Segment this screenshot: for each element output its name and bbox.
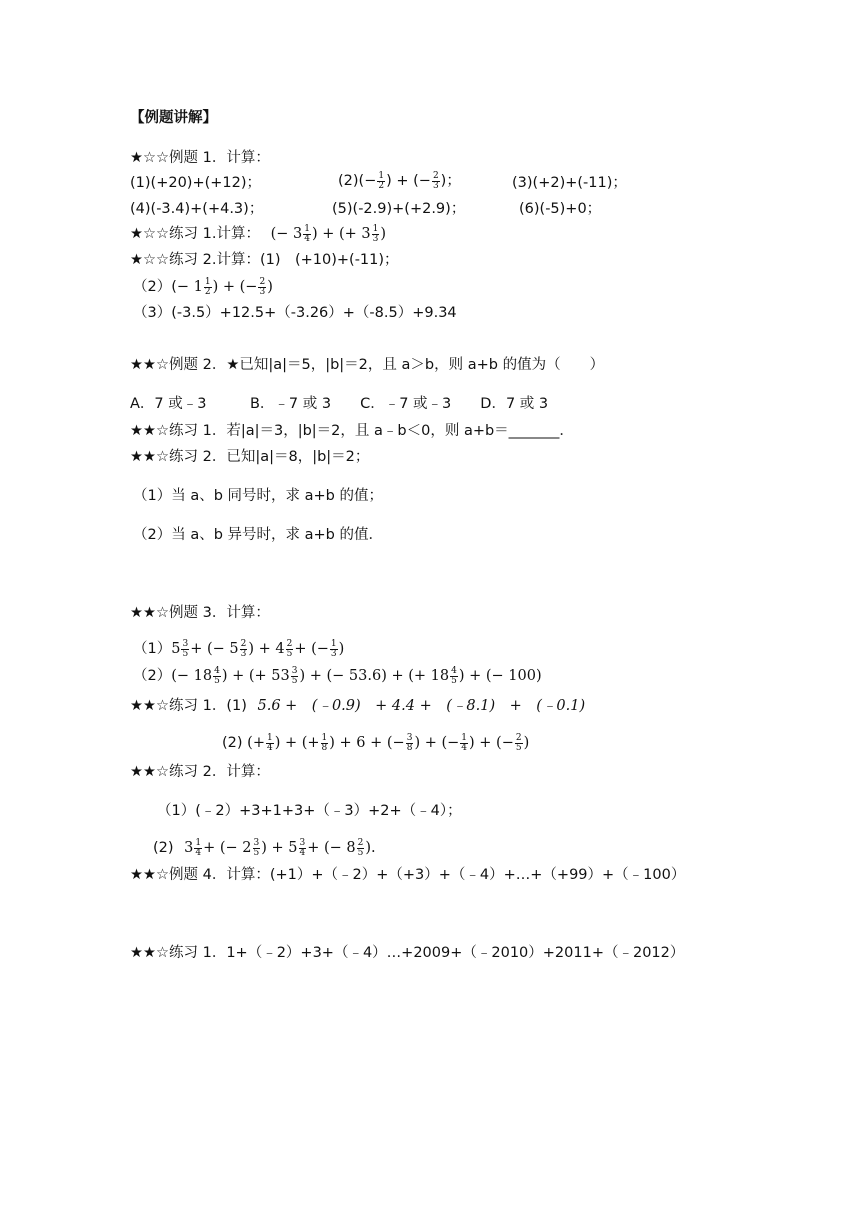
fraction: $\frac{2}{5}$ — [515, 732, 522, 753]
example-1-part-3: (3)(+2)+(-11)； — [512, 175, 627, 191]
fraction: $\frac{1}{2}$ — [204, 276, 211, 297]
fraction: $\frac{3}{4}$ — [299, 837, 306, 858]
example-2-practice-1: ★★☆练习 1．若|a|＝3，|b|＝2，且 a﹣b＜0，则 a+b＝_______． — [130, 423, 574, 439]
example-1-part-6: (6)(-5)+0； — [519, 201, 602, 217]
fraction: $\frac{2}{3}$ — [432, 170, 439, 191]
fraction: $\frac{2}{5}$ — [286, 638, 293, 659]
example-3-practice-2-q2: (2) 3 $\frac{1}{4}$ + (− 2 $\frac{3}{5}$ ) + 5 $\frac{3}{4}$ + (− 8 $\frac{2}{5}$ ). — [153, 837, 376, 858]
fraction: $\frac{2}{3}$ — [259, 276, 266, 297]
example-1-title: ★☆☆例题 1．计算： — [130, 150, 270, 166]
example-3-line-2: （2）(− 18 $\frac{4}{5}$ ) + (+ 53 $\frac{3}{5}$ ) + (− 53.6) + (+ 18 $\frac{4}{5}$ ) + (− 100) — [133, 665, 542, 686]
fraction: $\frac{3}{8}$ — [406, 732, 413, 753]
example-2-practice-2: ★★☆练习 2．已知|a|＝8，|b|＝2； — [130, 449, 370, 465]
practice-2-line-3: （3）(-3.5）+12.5+（-3.26）+（-8.5）+9.34 — [133, 305, 457, 321]
example-3-practice-2-q1: （1）(﹣2）+3+1+3+（﹣3）+2+（﹣4）； — [157, 803, 462, 819]
example-4-title: ★★☆例题 4．计算：(+1）+（﹣2）+（+3）+（﹣4）+…+（+99）+（﹣100） — [130, 867, 686, 883]
section-header: 【例题讲解】 — [130, 110, 217, 126]
fraction: $\frac{1}{4}$ — [304, 223, 310, 244]
example-2-question-1: （1）当 a、b 同号时，求 a+b 的值； — [133, 488, 383, 504]
fraction: $\frac{2}{3}$ — [240, 638, 247, 659]
fraction: $\frac{3}{5}$ — [182, 638, 189, 659]
practice-1: ★☆☆练习 1.计算： (− 3 $\frac{1}{4}$ ) + (+ 3 $\frac{1}{3}$ ) — [130, 223, 387, 244]
fraction: $\frac{1}{8}$ — [321, 732, 328, 753]
fraction: $\frac{1}{4}$ — [195, 837, 202, 858]
example-1-part-4: (4)(-3.4)+(+4.3)； — [130, 201, 264, 217]
example-2-title: ★★☆例题 2．★已知|a|＝5，|b|＝2，且 a＞b，则 a+b 的值为（ ） — [130, 357, 605, 373]
fraction: $\frac{1}{3}$ — [372, 223, 379, 244]
fraction: $\frac{2}{5}$ — [357, 837, 364, 858]
example-1-part-5: (5)(-2.9)+(+2.9)； — [332, 201, 466, 217]
example-3-practice-1-part-2: (2) (+ $\frac{1}{4}$ ) + (+ $\frac{1}{8}$ ) + 6 + (− $\frac{3}{8}$ ) + (− $\frac{1}{4}$ ) + (− $\frac{2}{5}$ ) — [222, 732, 530, 753]
example-3-line-1: （1）5 $\frac{3}{5}$ + (− 5 $\frac{2}{3}$ ) + 4 $\frac{2}{5}$ + (− $\frac{1}{3}$ ) — [133, 638, 345, 659]
example-2-options: A．7 或﹣3 B．﹣7 或 3 C．﹣7 或﹣3 D．7 或 3 — [130, 396, 549, 412]
fraction: $\frac{1}{4}$ — [461, 732, 468, 753]
example-3-title: ★★☆例题 3．计算： — [130, 605, 270, 621]
practice-2-line-2: （2）(− 1 $\frac{1}{2}$ ) + (− $\frac{2}{3}$ ) — [133, 276, 273, 297]
fraction: $\frac{1}{2}$ — [378, 170, 385, 191]
example-1-part-2: (2)(− $\frac{1}{2}$ ) + (− $\frac{2}{3}$ )； — [338, 170, 461, 191]
example-2-question-2: （2）当 a、b 异号时，求 a+b 的值． — [133, 527, 383, 543]
fraction: $\frac{3}{5}$ — [253, 837, 260, 858]
example-3-practice-1: ★★☆练习 1．(1) 5.6 + (﹣0.9) + 4.4 + (﹣8.1) + (﹣0.1) — [130, 698, 586, 714]
practice-2-line-1: ★☆☆练习 2.计算：(1) (+10)+(-11)； — [130, 252, 399, 268]
fraction: $\frac{4}{5}$ — [451, 665, 457, 686]
fraction: $\frac{3}{5}$ — [291, 665, 298, 686]
fraction: $\frac{1}{4}$ — [266, 732, 273, 753]
fraction: $\frac{4}{5}$ — [214, 665, 220, 686]
example-1-part-1: (1)(+20)+(+12)； — [130, 175, 262, 191]
example-3-practice-2-title: ★★☆练习 2．计算： — [130, 764, 270, 780]
fraction: $\frac{1}{3}$ — [330, 638, 337, 659]
example-4-practice-1: ★★☆练习 1．1+（﹣2）+3+（﹣4）…+2009+（﹣2010）+2011+（﹣2012） — [130, 945, 685, 961]
